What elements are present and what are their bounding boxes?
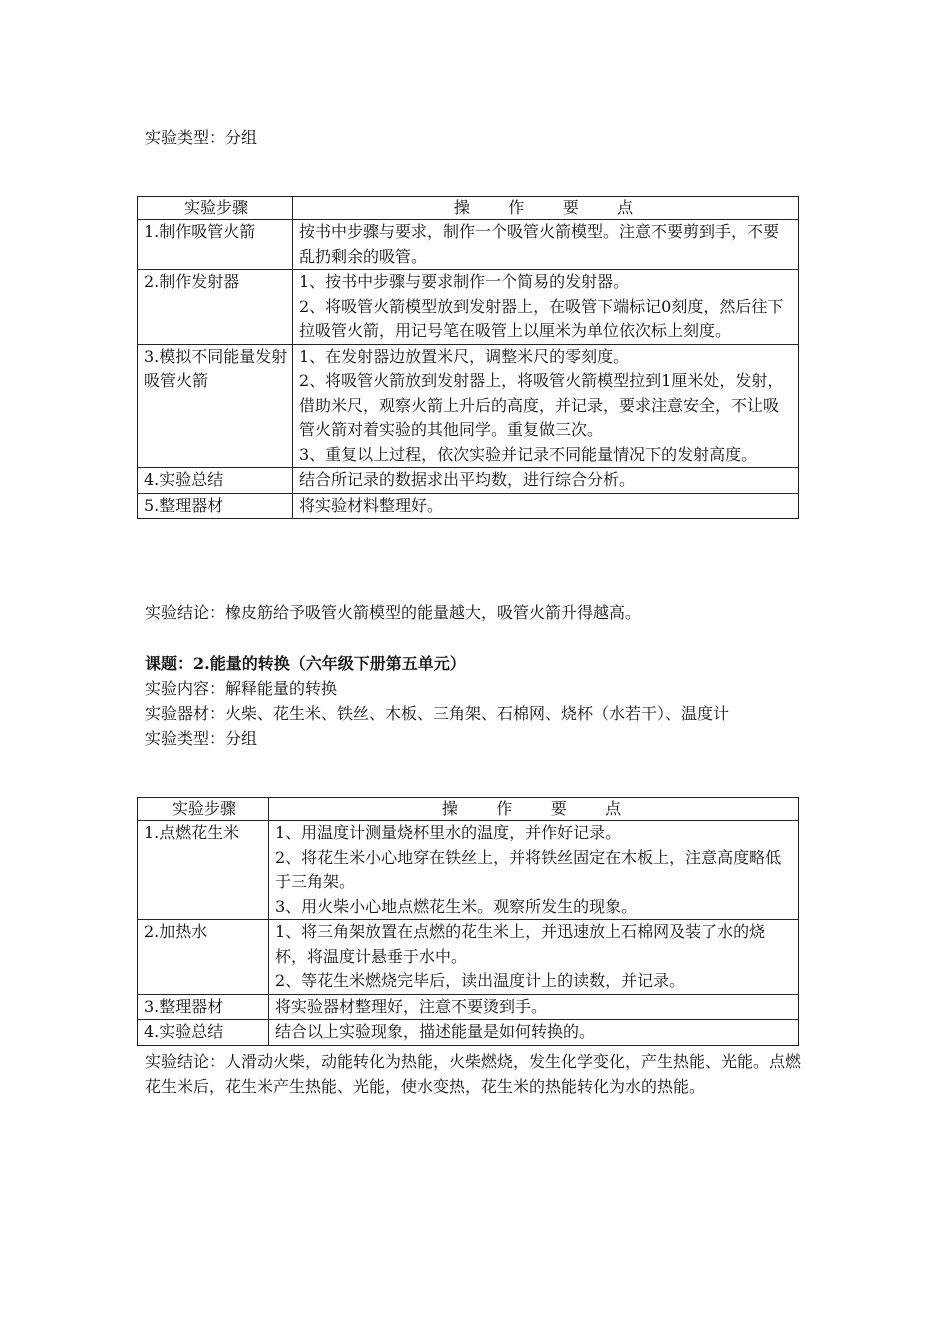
ops-paragraph: 2、将吸管火箭放到发射器上，将吸管火箭模型拉到1厘米处，发射，借助米尺，观察火箭上升后的高度，并记录，要求注意安全，不让吸管火箭对着实验的其他同学。重复做三次。	[299, 371, 784, 439]
table-header-row	[138, 197, 799, 220]
step-cell: 2.加热水	[138, 920, 269, 995]
experiment-steps-table-2	[137, 797, 799, 1046]
header-ops: 操作要点	[269, 798, 799, 821]
step-cell: 2.制作发射器	[138, 270, 293, 345]
ops-paragraph: 3、用火柴小心地点燃花生米。观察所发生的现象。	[275, 896, 638, 916]
table-header-row	[138, 798, 799, 821]
experiment-steps-table-1	[137, 196, 799, 519]
step-cell: 1.点燃花生米	[138, 821, 269, 920]
ops-paragraph: 2、将花生米小心地穿在铁丝上，并将铁丝固定在木板上，注意高度略低于三角架。	[275, 847, 782, 891]
table-row	[138, 493, 799, 519]
experiment-content: 实验内容：解释能量的转换	[145, 679, 338, 698]
ops-paragraph: 将实验器材整理好，注意不要烫到手。	[275, 996, 548, 1016]
ops-cell	[293, 270, 799, 345]
experiment-conclusion-1: 实验结论：橡皮筋给予吸管火箭模型的能量越大，吸管火箭升得越高。	[145, 603, 642, 622]
ops-cell	[293, 468, 799, 494]
ops-cell	[269, 1020, 799, 1046]
ops-paragraph: 按书中步骤与要求，制作一个吸管火箭模型。注意不要剪到手，不要乱扔剩余的吸管。	[299, 222, 780, 266]
table-row	[138, 468, 799, 494]
ops-paragraph: 2、将吸管火箭模型放到发射器上，在吸管下端标记0刻度，然后往下拉吸管火箭，用记号笔在吸管上以厘米为单位依次标上刻度。	[299, 296, 784, 340]
step-cell: 4.实验总结	[138, 1020, 269, 1046]
experiment-type-1: 实验类型：分组	[145, 128, 258, 147]
step-cell: 3.整理器材	[138, 994, 269, 1020]
ops-cell	[293, 344, 799, 468]
topic-title: 课题：2.能量的转换（六年级下册第五单元）	[145, 654, 466, 673]
table-row	[138, 344, 799, 468]
header-ops: 操作要点	[293, 197, 799, 220]
ops-paragraph: 1、将三角架放置在点燃的花生米上，并迅速放上石棉网及装了水的烧杯，将温度计悬垂于水中。	[275, 922, 766, 966]
experiment-conclusion-2: 实验结论：人滑动火柴，动能转化为热能，火柴燃烧，发生化学变化，产生热能、光能。点燃花生米后，花生米产生热能、光能，使水变热，花生米的热能转化为水的热能。	[145, 1052, 802, 1096]
step-cell: 3.模拟不同能量发射吸管火箭	[138, 344, 293, 468]
header-step: 实验步骤	[138, 798, 269, 821]
step-cell: 1.制作吸管火箭	[138, 220, 293, 270]
ops-paragraph: 1、按书中步骤与要求制作一个简易的发射器。	[299, 272, 630, 291]
table-row	[138, 1020, 799, 1046]
table-row	[138, 821, 799, 920]
ops-cell	[269, 994, 799, 1020]
ops-paragraph: 将实验材料整理好。	[299, 495, 444, 515]
ops-paragraph: 3、重复以上过程，依次实验并记录不同能量情况下的发射高度。	[299, 444, 758, 464]
table-row	[138, 270, 799, 345]
ops-cell	[269, 821, 799, 920]
ops-paragraph: 1、在发射器边放置米尺，调整米尺的零刻度。	[299, 346, 630, 366]
step-cell: 4.实验总结	[138, 468, 293, 494]
experiment-materials: 实验器材：火柴、花生米、铁丝、木板、三角架、石棉网、烧杯（水若干）、温度计	[145, 704, 730, 723]
table-row	[138, 994, 799, 1020]
header-step: 实验步骤	[138, 197, 293, 220]
ops-cell	[293, 493, 799, 519]
ops-paragraph: 结合以上实验现象，描述能量是如何转换的。	[275, 1022, 596, 1041]
table-row	[138, 220, 799, 270]
table-row	[138, 920, 799, 995]
step-cell: 5.整理器材	[138, 493, 293, 519]
ops-paragraph: 2、等花生米燃烧完毕后，读出温度计上的读数，并记录。	[275, 971, 686, 990]
ops-cell	[293, 220, 799, 270]
experiment-type-2: 实验类型：分组	[145, 729, 258, 748]
ops-paragraph: 1、用温度计测量烧杯里水的温度，并作好记录。	[275, 823, 622, 842]
ops-paragraph: 结合所记录的数据求出平均数，进行综合分析。	[299, 470, 636, 489]
ops-cell	[269, 920, 799, 995]
